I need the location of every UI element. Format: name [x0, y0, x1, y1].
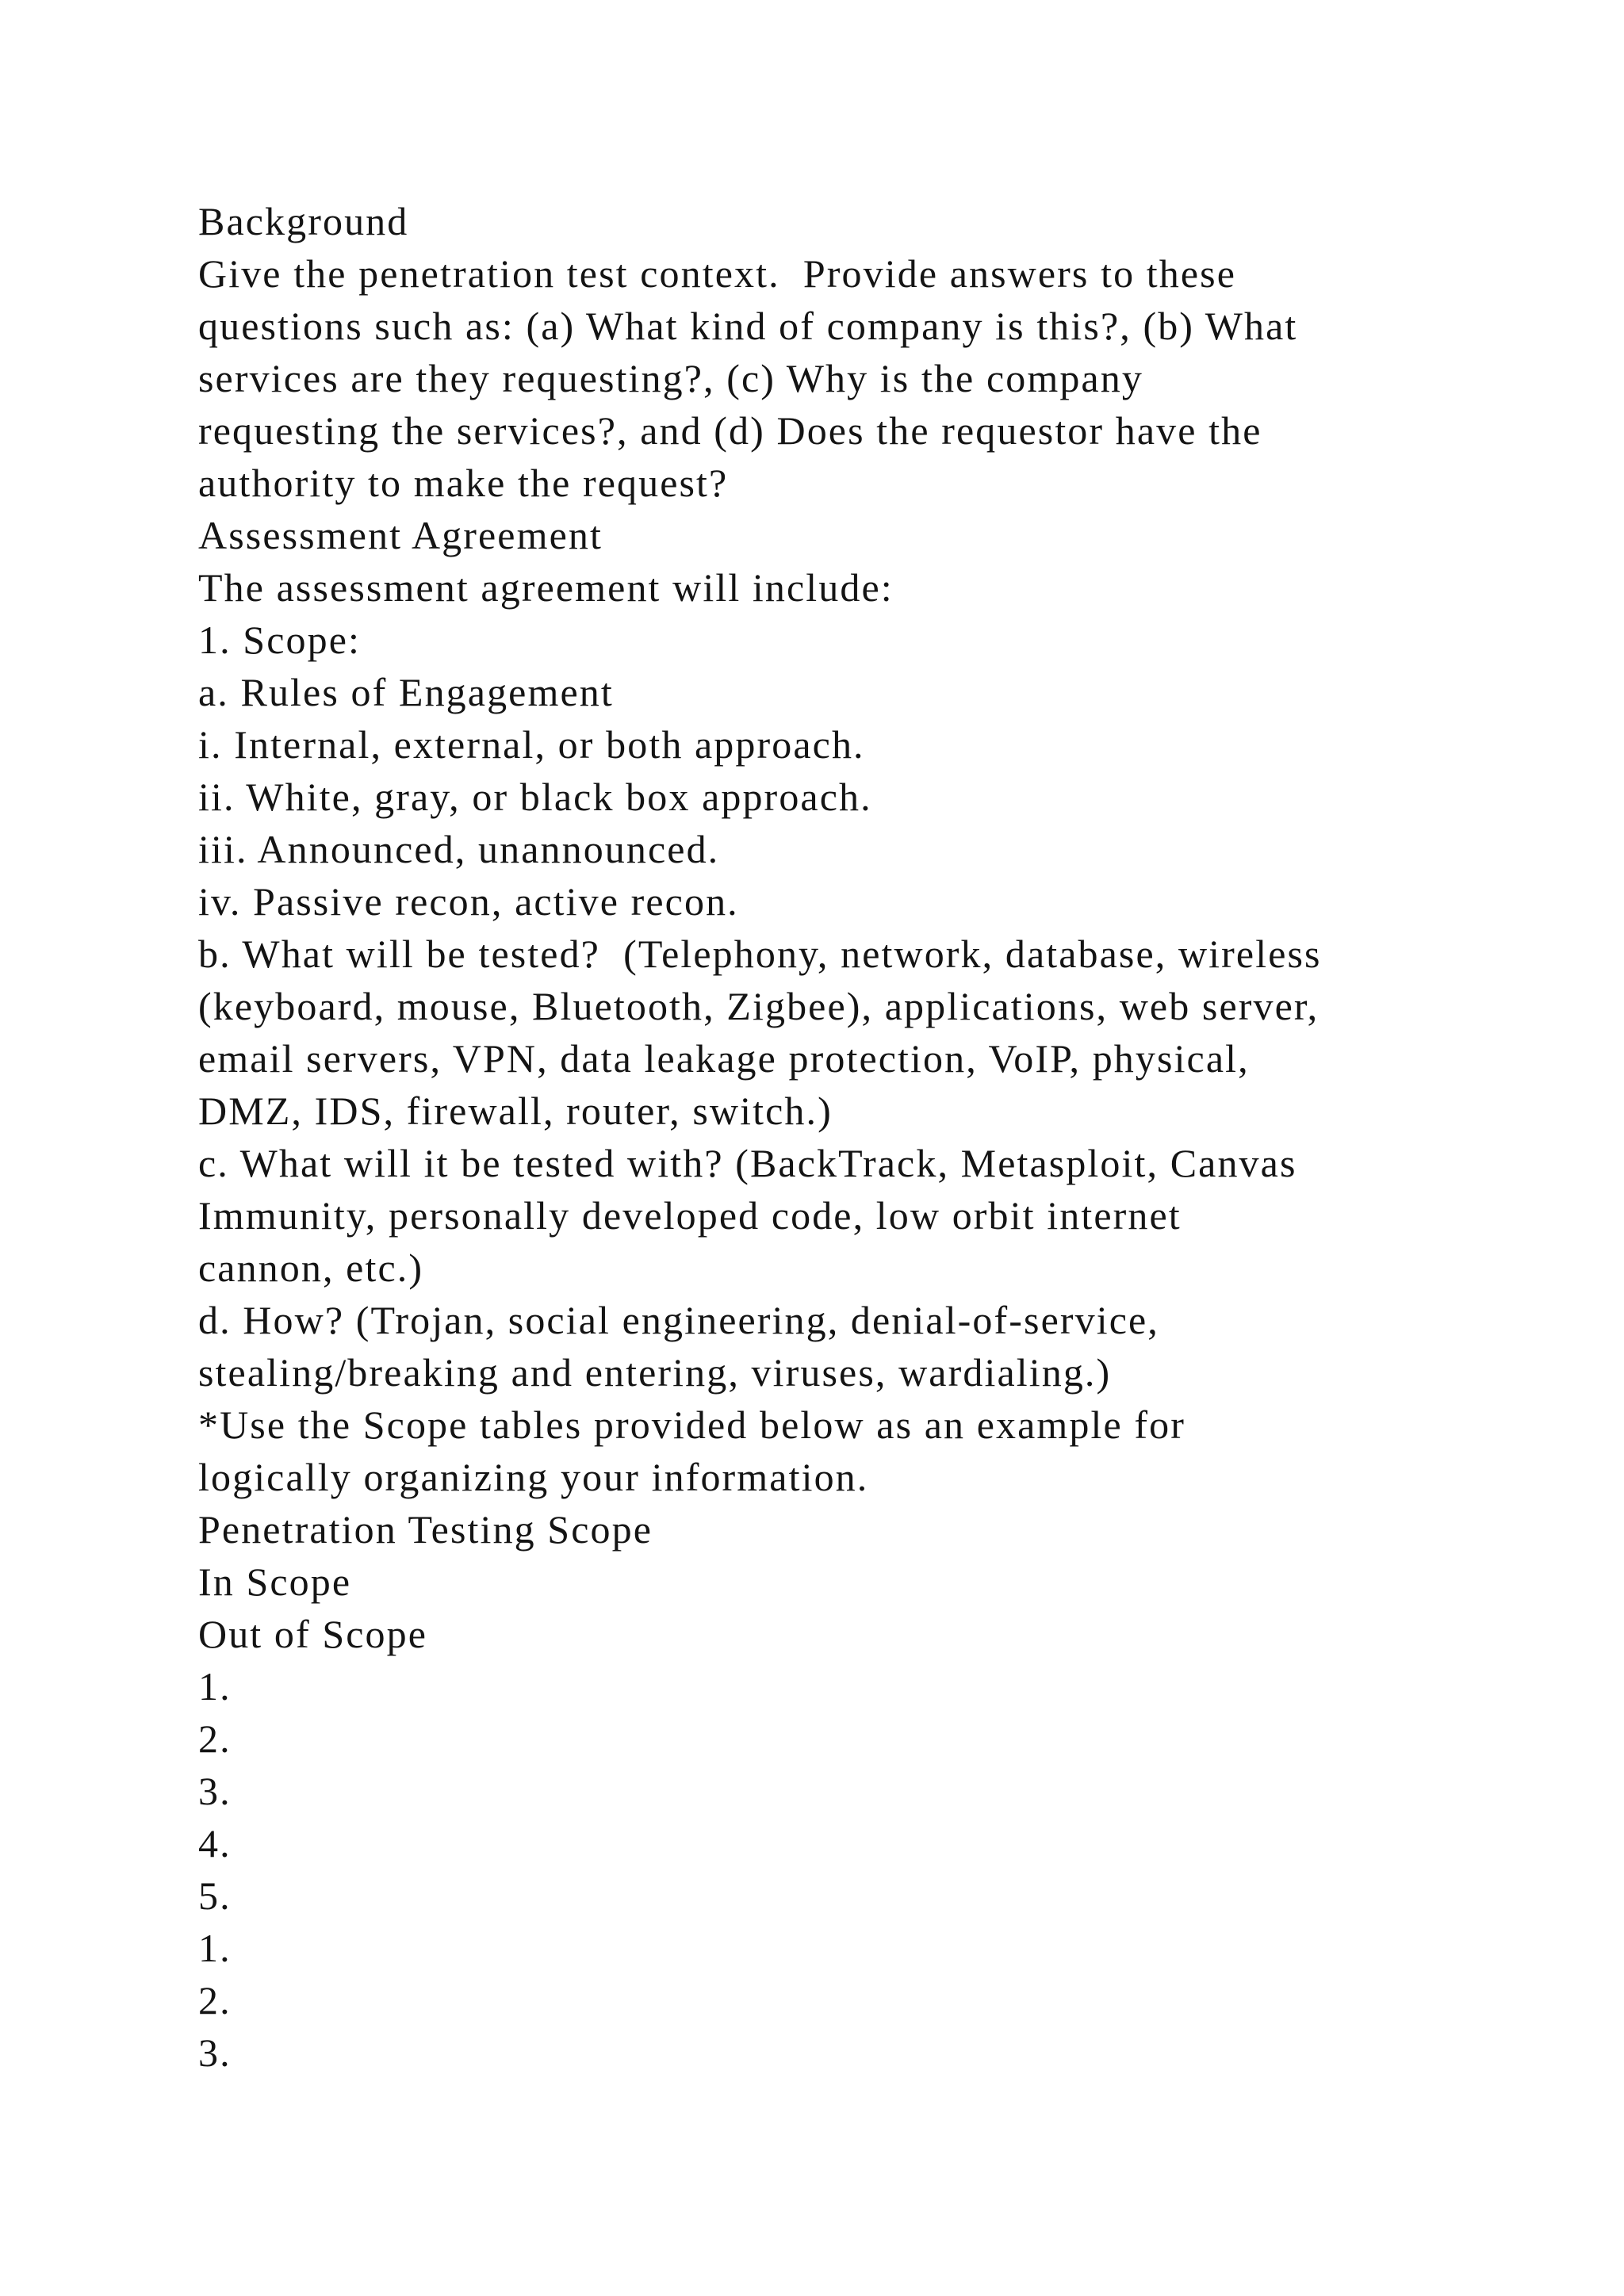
- note-line: logically organizing your information.: [198, 1455, 869, 1499]
- paragraph-line: email servers, VPN, data leakage protection, VoIP, physical,: [198, 1036, 1250, 1081]
- paragraph-line: requesting the services?, and (d) Does the requestor have the: [198, 408, 1262, 453]
- list-item-rules-of-engagement: a. Rules of Engagement: [198, 670, 614, 714]
- paragraph-line: DMZ, IDS, firewall, router, switch.): [198, 1089, 833, 1133]
- list-item-how: d. How? (Trojan, social engineering, denial-of-service,: [198, 1298, 1159, 1342]
- table-header-out-of-scope: Out of Scope: [198, 1612, 428, 1656]
- paragraph-line: stealing/breaking and entering, viruses, wardialing.): [198, 1350, 1112, 1395]
- heading-background: Background: [198, 199, 409, 243]
- note-line: *Use the Scope tables provided below as an example for: [198, 1402, 1185, 1447]
- heading-penetration-testing-scope: Penetration Testing Scope: [198, 1507, 653, 1552]
- numbered-item: 1.: [198, 1926, 232, 1970]
- list-item: iv. Passive recon, active recon.: [198, 879, 739, 924]
- paragraph-line: Give the penetration test context. Provide answers to these: [198, 251, 1237, 296]
- document-body: [198, 195, 1507, 2079]
- paragraph-line: authority to make the request?: [198, 461, 729, 505]
- list-item-scope: 1. Scope:: [198, 618, 361, 662]
- paragraph-line: cannon, etc.): [198, 1246, 424, 1290]
- list-item-what-tested: b. What will be tested? (Telephony, network, database, wireless: [198, 932, 1322, 976]
- numbered-item: 2.: [198, 1978, 232, 2022]
- list-item: ii. White, gray, or black box approach.: [198, 775, 872, 819]
- list-item: iii. Announced, unannounced.: [198, 827, 720, 871]
- numbered-item: 4.: [198, 1821, 232, 1866]
- paragraph-line: The assessment agreement will include:: [198, 565, 894, 610]
- table-header-in-scope: In Scope: [198, 1559, 352, 1604]
- numbered-item: 1.: [198, 1664, 232, 1709]
- numbered-item: 5.: [198, 1873, 232, 1918]
- paragraph-line: services are they requesting?, (c) Why is the company: [198, 356, 1143, 400]
- numbered-item: 2.: [198, 1716, 232, 1761]
- paragraph-line: Immunity, personally developed code, low orbit internet: [198, 1193, 1182, 1238]
- list-item-tested-with: c. What will it be tested with? (BackTrack, Metasploit, Canvas: [198, 1141, 1297, 1185]
- paragraph-line: (keyboard, mouse, Bluetooth, Zigbee), applications, web server,: [198, 984, 1320, 1028]
- paragraph-line: questions such as: (a) What kind of company is this?, (b) What: [198, 304, 1298, 348]
- numbered-item: 3.: [198, 1769, 232, 1813]
- heading-assessment-agreement: Assessment Agreement: [198, 513, 603, 557]
- list-item: i. Internal, external, or both approach.: [198, 722, 865, 767]
- numbered-item: 3.: [198, 2030, 232, 2075]
